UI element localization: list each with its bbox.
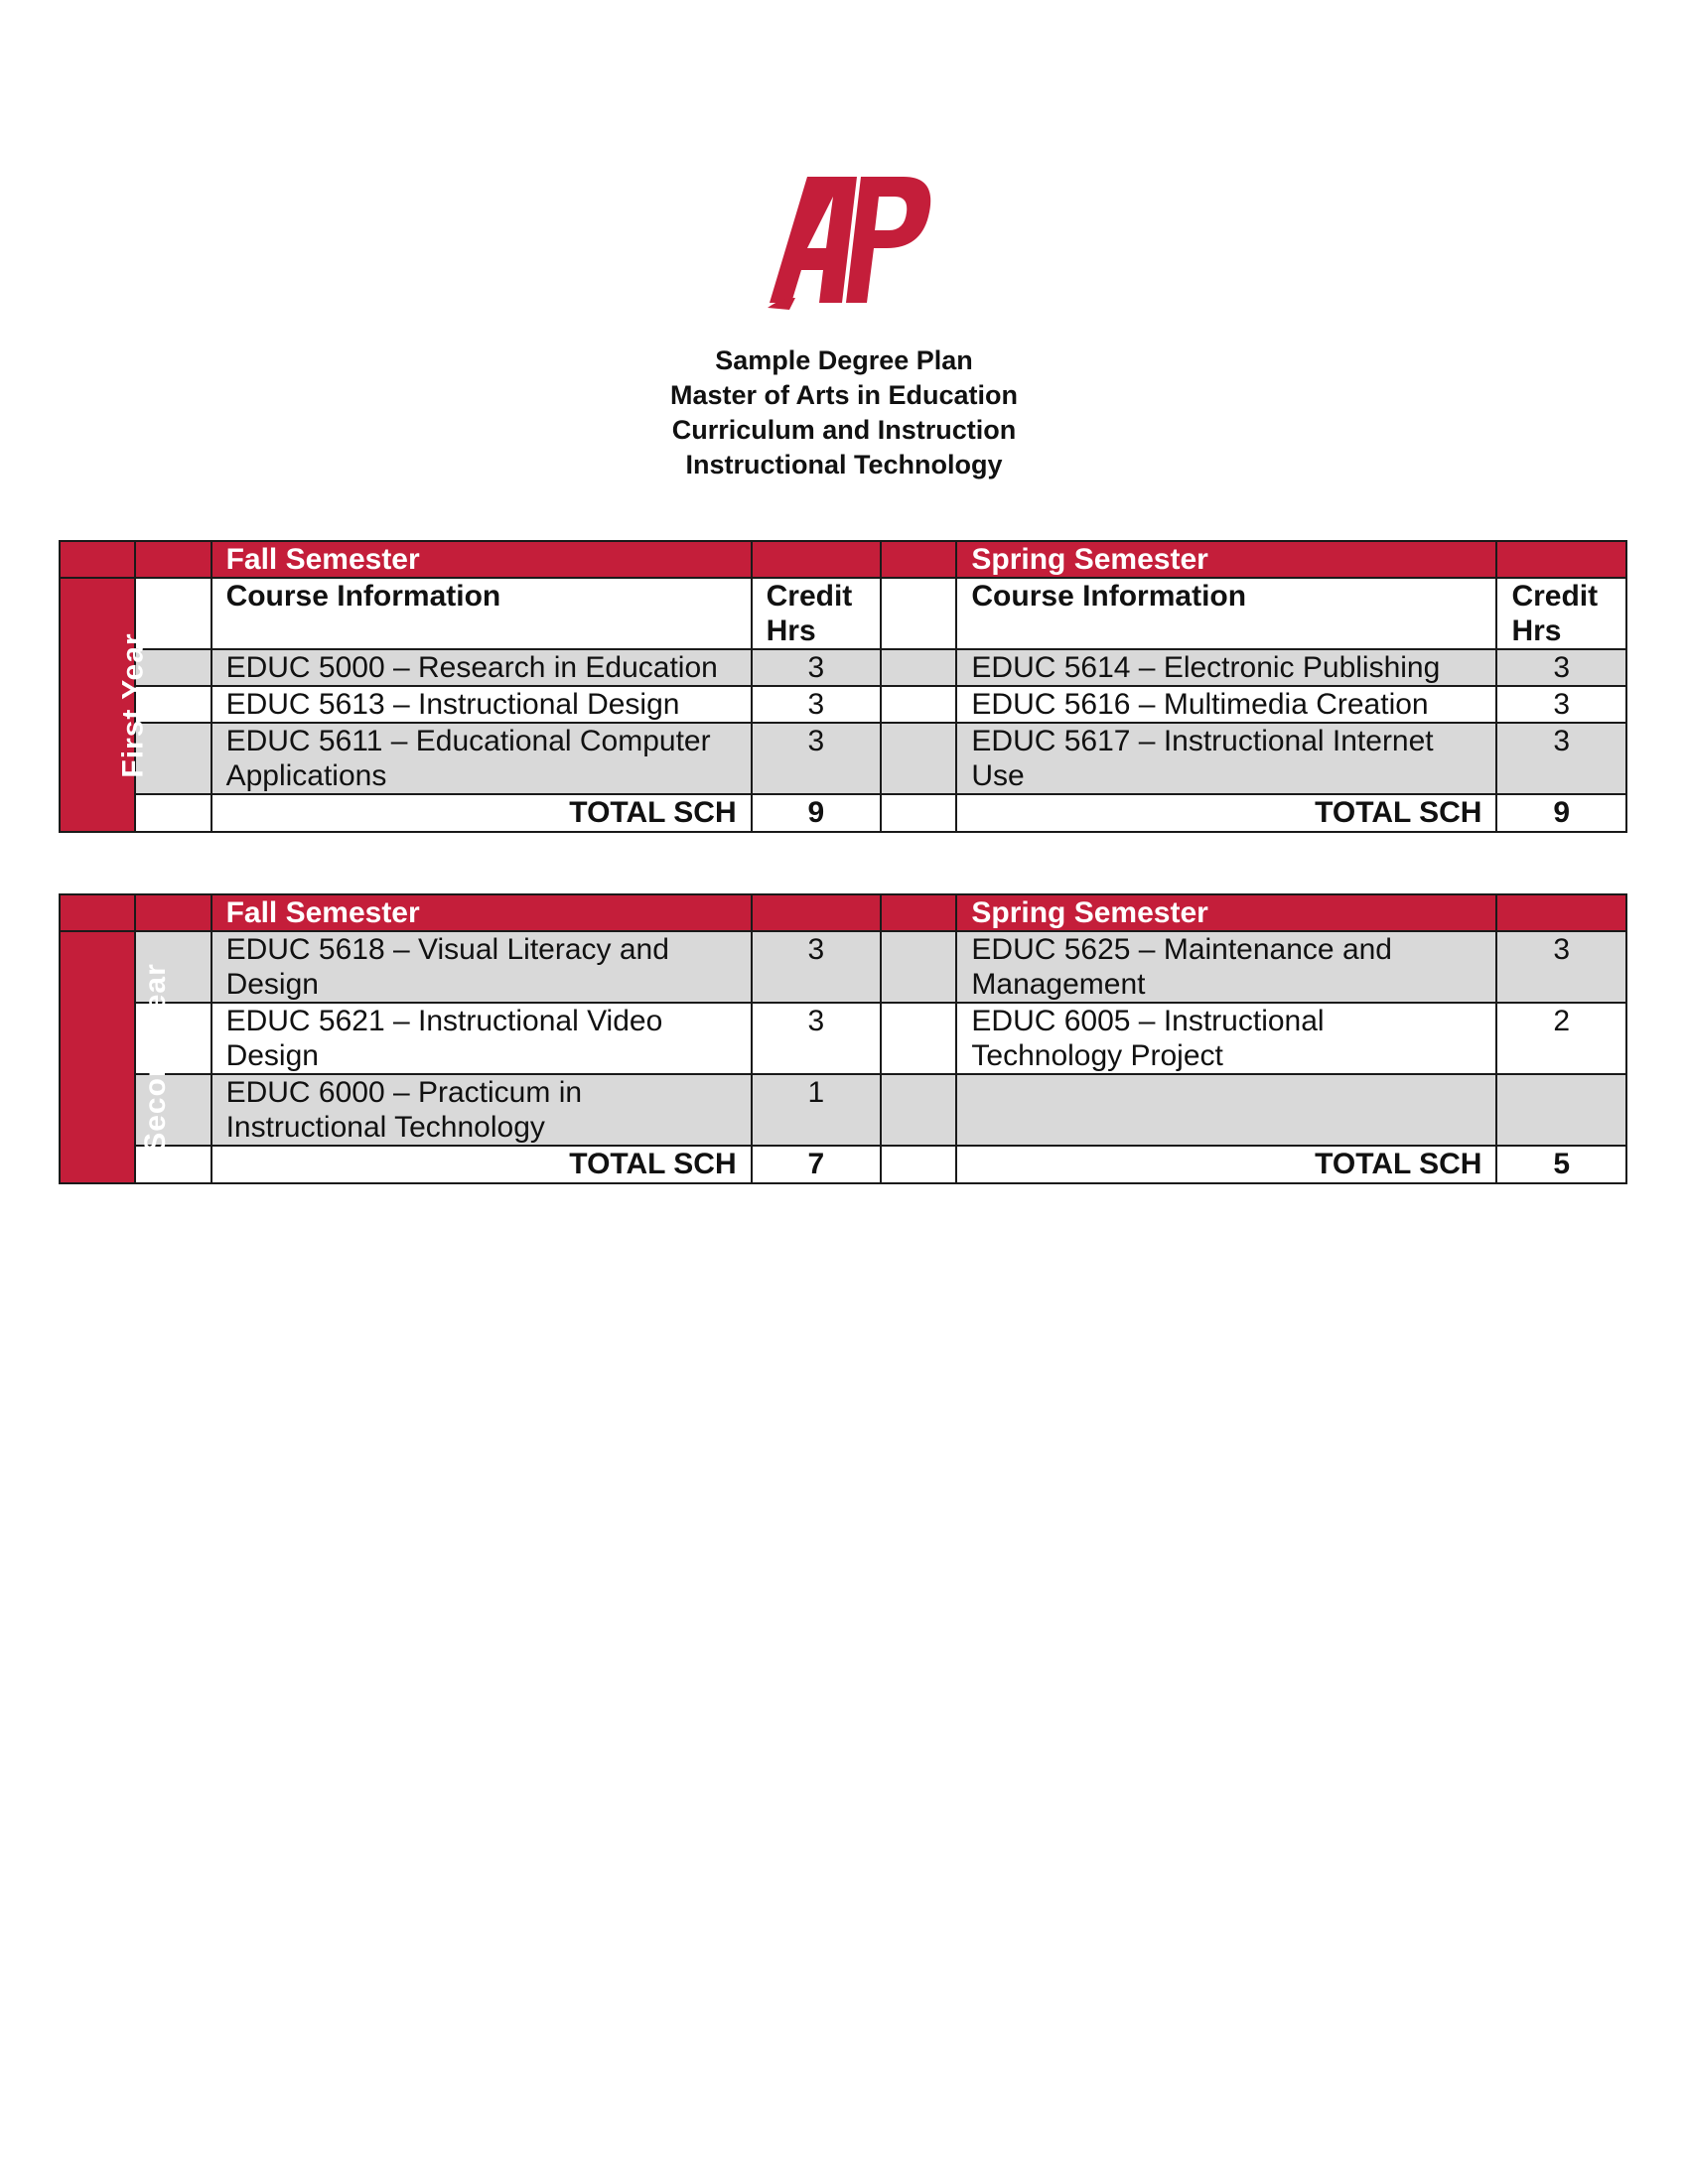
course-name: EDUC 5611 – Educational Computer Applications [211, 723, 752, 794]
table-row [60, 1003, 1626, 1074]
table-row [60, 723, 1626, 794]
total-label: TOTAL SCH [211, 1146, 752, 1183]
title-line-1: Sample Degree Plan [715, 345, 973, 375]
spring-total-value: 5 [1496, 1146, 1626, 1183]
header-spacer [752, 541, 881, 578]
fall-total-value: 9 [752, 794, 881, 832]
course-name: EDUC 5617 – Instructional Internet Use [956, 723, 1496, 794]
first-year-table [59, 540, 1627, 833]
year-label: Second Year [138, 962, 172, 1153]
spring-semester-header: Spring Semester [956, 541, 1496, 578]
course-info-header: Course Information [211, 578, 752, 649]
year-label: First Year [116, 631, 150, 778]
first-year-semester-header-row [60, 541, 1626, 578]
credit-hrs-header: Credit Hrs [1496, 578, 1626, 649]
credit-hrs-header: Credit Hrs [752, 578, 881, 649]
credit-hours: 3 [1496, 931, 1626, 1003]
column-header-row [60, 578, 1626, 649]
fall-semester-header: Fall Semester [211, 894, 752, 931]
blank-cell [881, 686, 956, 723]
course-name: EDUC 5614 – Electronic Publishing [956, 649, 1496, 686]
table-row [60, 686, 1626, 723]
blank-cell [881, 1074, 956, 1146]
blank-cell [135, 794, 211, 832]
spring-semester-header: Spring Semester [956, 894, 1496, 931]
second-year-semester-header-row [60, 894, 1626, 931]
total-label: TOTAL SCH [956, 1146, 1496, 1183]
title-line-2: Master of Arts in Education [669, 380, 1019, 410]
course-name: EDUC 5000 – Research in Education [211, 649, 752, 686]
total-label: TOTAL SCH [956, 794, 1496, 832]
header-spacer [881, 894, 956, 931]
course-name: EDUC 5613 – Instructional Design [211, 686, 752, 723]
credit-hours: 3 [752, 649, 881, 686]
header-spacer [881, 541, 956, 578]
credit-hours: 3 [752, 686, 881, 723]
table-row [60, 649, 1626, 686]
course-info-header: Course Information [956, 578, 1496, 649]
blank-cell [881, 794, 956, 832]
year-label-cell [60, 578, 150, 832]
course-name: EDUC 5625 – Maintenance and Management [956, 931, 1496, 1003]
second-year-table [59, 893, 1627, 1184]
fall-semester-header: Fall Semester [211, 541, 752, 578]
credit-hours: 1 [752, 1074, 881, 1146]
blank-cell [881, 578, 956, 649]
table-row [60, 931, 1626, 1003]
header-corner [60, 541, 135, 578]
header-spacer [752, 894, 881, 931]
title-line-4: Instructional Technology [685, 450, 1003, 479]
credit-hours: 3 [752, 931, 881, 1003]
credit-hours: 3 [1496, 686, 1626, 723]
course-name [956, 1074, 1496, 1146]
header-spacer [1496, 541, 1626, 578]
course-name: EDUC 5618 – Visual Literacy and Design [211, 931, 752, 1003]
title-line-3: Curriculum and Instruction [671, 415, 1017, 445]
course-name: EDUC 6000 – Practicum in Instructional Technology [211, 1074, 752, 1146]
course-name: EDUC 5621 – Instructional Video Design [211, 1003, 752, 1074]
header-spacer [135, 541, 211, 578]
total-label: TOTAL SCH [211, 794, 752, 832]
course-name: EDUC 5616 – Multimedia Creation [956, 686, 1496, 723]
year-label-cell [60, 931, 172, 1183]
credit-hours: 3 [1496, 723, 1626, 794]
total-row [60, 1146, 1626, 1183]
header-spacer [1496, 894, 1626, 931]
blank-cell [881, 1146, 956, 1183]
credit-hours [1496, 1074, 1626, 1146]
university-logo [750, 149, 938, 328]
table-row [60, 1074, 1626, 1146]
credit-hours: 3 [752, 1003, 881, 1074]
course-name: EDUC 6005 – Instructional Technology Project [956, 1003, 1496, 1074]
total-row [60, 794, 1626, 832]
blank-cell [881, 649, 956, 686]
credit-hours: 3 [1496, 649, 1626, 686]
credit-hours: 2 [1496, 1003, 1626, 1074]
spring-total-value: 9 [1496, 794, 1626, 832]
blank-cell [881, 931, 956, 1003]
blank-cell [881, 1003, 956, 1074]
header-corner [60, 894, 135, 931]
credit-hours: 3 [752, 723, 881, 794]
document-title-block [0, 343, 1688, 482]
blank-cell [881, 723, 956, 794]
fall-total-value: 7 [752, 1146, 881, 1183]
header-spacer [135, 894, 211, 931]
